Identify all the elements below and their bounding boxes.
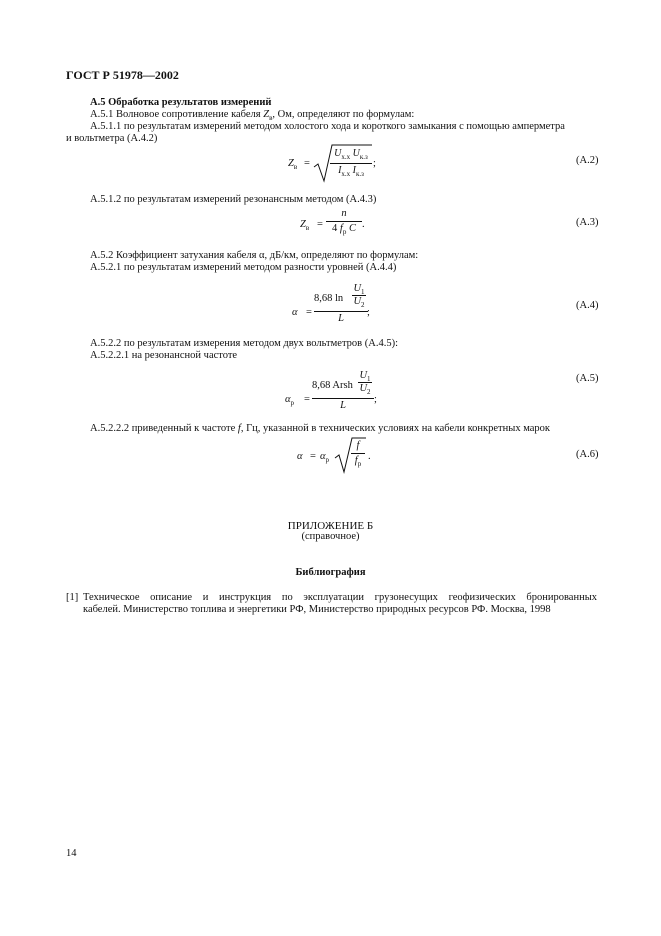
bibliography-title: Библиография — [295, 567, 366, 578]
section-heading: А.5 Обработка результатов измерений — [90, 97, 272, 108]
formula-label-a4: (А.4) — [576, 300, 599, 311]
paragraph-a512: А.5.1.2 по результатам измерений резонансным методом (А.4.3) — [90, 194, 377, 205]
formula-label-a2: (А.2) — [576, 155, 599, 166]
document-header: ГОСТ Р 51978—2002 — [66, 68, 179, 82]
formula-label-a5: (А.5) — [576, 373, 599, 384]
paragraph-a511-line2: и вольтметра (А.4.2) — [66, 133, 158, 144]
page-number: 14 — [66, 848, 77, 859]
paragraph-a52: А.5.2 Коэффициент затухания кабеля α, дБ/км, определяют по формулам: — [90, 250, 419, 261]
formula-label-a6: (А.6) — [576, 449, 599, 460]
paragraph-a511-line1: А.5.1.1 по результатам измерений методом холостого хода и короткого замыкания с помощью амперметра — [90, 121, 565, 132]
paragraph-a522: А.5.2.2 по результатам измерения методом двух вольтметров (А.4.5): — [90, 338, 398, 349]
paragraph-a5221: А.5.2.2.1 на резонансной частоте — [90, 350, 238, 361]
paragraph-a51: А.5.1 Волновое сопротивление кабеля $Z_в$, Ом, определяют по формулам: — [90, 109, 415, 122]
appendix-subtitle: (справочное) — [301, 531, 360, 542]
formula-label-a3: (А.3) — [576, 217, 599, 228]
paragraph-a5222: А.5.2.2.2 приведенный к частоте f, Гц, указанной в технических условиях на кабели конкретных марок — [90, 423, 551, 434]
appendix-title: ПРИЛОЖЕНИЕ Б — [287, 520, 374, 532]
paragraph-a521: А.5.2.1 по результатам измерений методом разности уровней (А.4.4) — [90, 262, 397, 273]
